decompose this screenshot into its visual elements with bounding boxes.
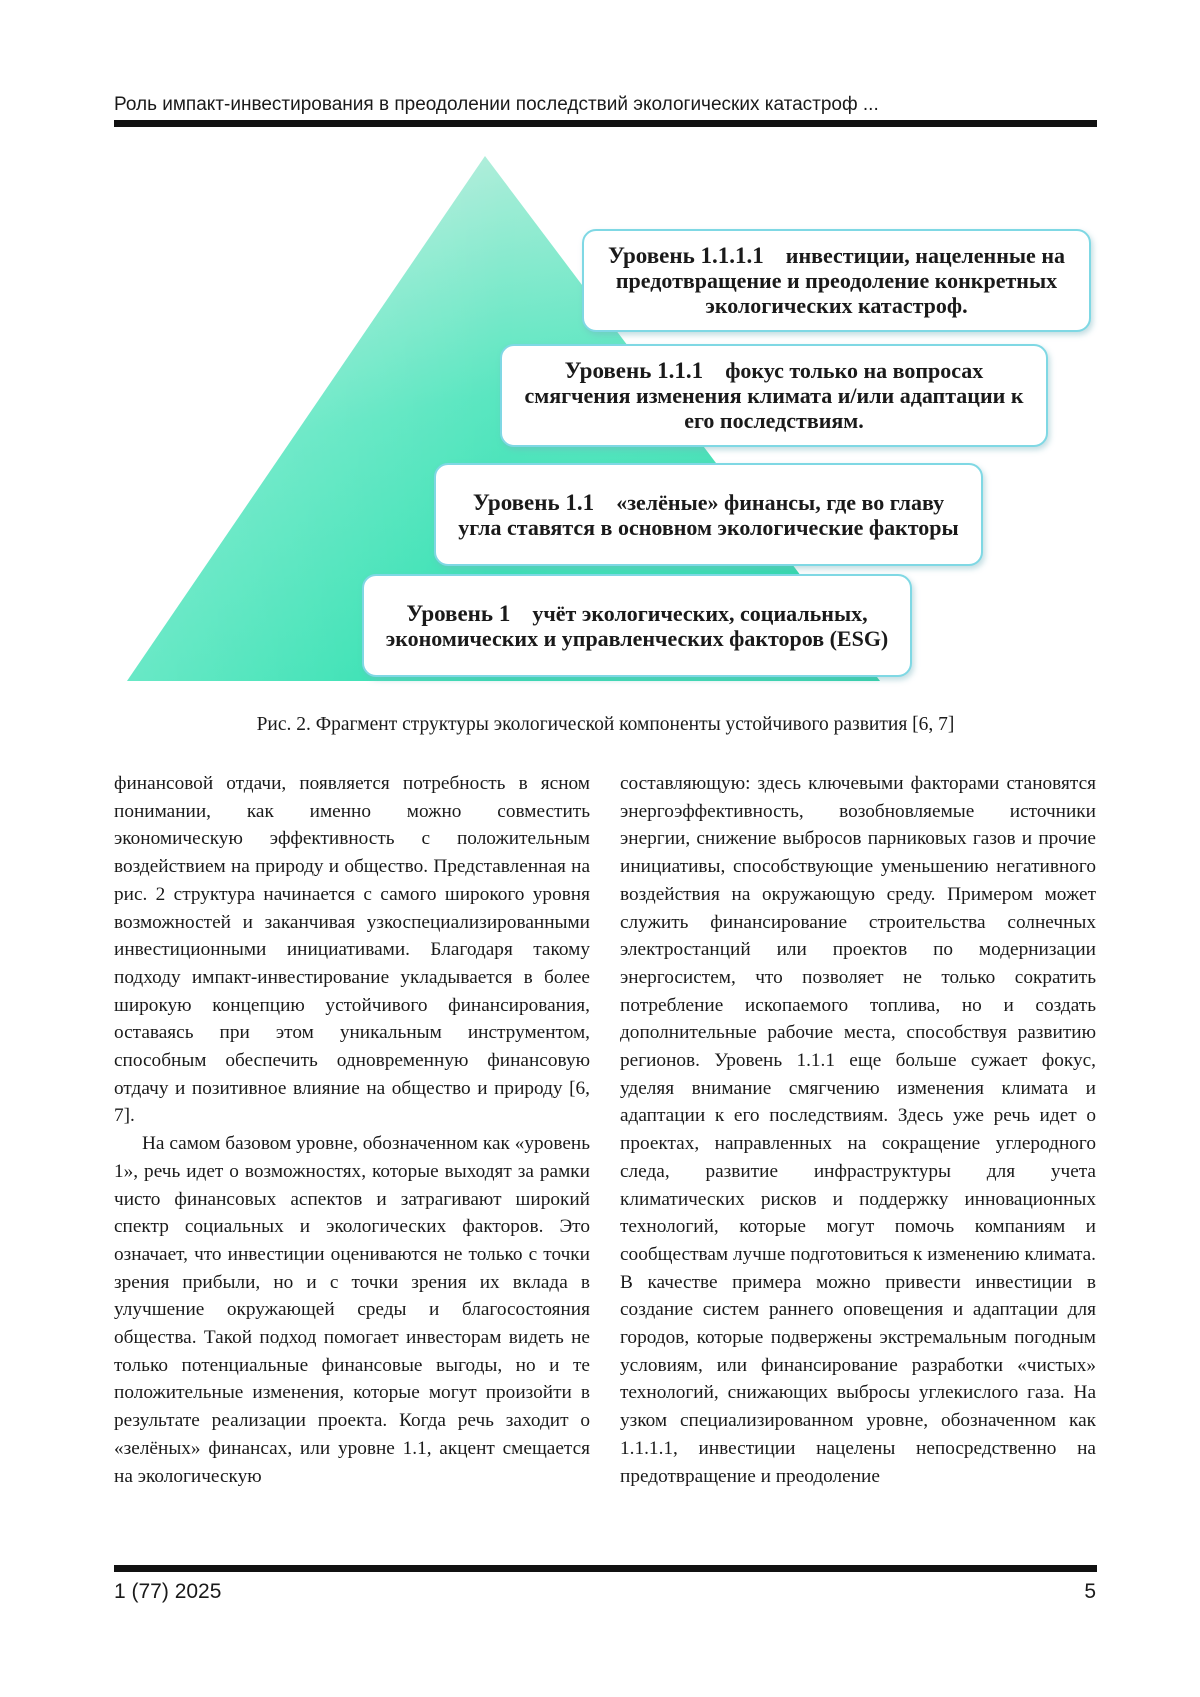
level-text: «зелёные» финансы, где во главу угла ставятся в основном экологические факторы — [458, 489, 959, 540]
figure-pyramid — [0, 140, 1200, 700]
level-text: фокус только на вопросах смягчения изменения климата и/или адаптации к его последствиям. — [524, 358, 1024, 433]
level-box-1 — [362, 574, 912, 677]
page-number: 5 — [1084, 1580, 1096, 1603]
level-label: Уровень 1.1.1.1 — [608, 243, 764, 268]
level-label: Уровень 1.1 — [472, 489, 595, 515]
level-box-1-1-1 — [500, 344, 1048, 447]
running-title: Роль импакт-инвестирования в преодолении последствий экологических катастроф ... — [114, 94, 879, 115]
level-box-1-1-1-1 — [582, 229, 1091, 332]
level-text: учёт экологических, социальных, экономических и управленческих факторов (ESG) — [385, 600, 889, 651]
level-box-1-1 — [434, 463, 983, 566]
level-text: инвестиции, нацеленные на предотвращение и преодоление конкретных экологических катастроф. — [615, 243, 1065, 318]
paragraph: На самом базовом уровне, обозначенном как «уровень 1», речь идет о возможностях, которые выходят за рамки чисто финансовых аспектов и затрагивают широкий спектр социальных и экологических факторов. Это означает, что инвестиции оцениваются не только с точки зрения прибыли, но и с точки зрения их вклада в улучшение окружающей среды и благосостояния общества. Такой подход помогает инвесторам видеть не только потенциальные финансовые выгоды, но и те положительные изменения, которые могут произойти в результате реализации проекта. Когда речь заходит о «зелёных» финансах, или уровне 1.1, акцент смещается на экологическую — [114, 1133, 590, 1487]
header-rule — [114, 120, 1097, 127]
paragraph: финансовой отдачи, появляется потребность в ясном понимании, как именно можно совместить экономическую эффективность с положительным воздействием на природу и общество. Представленная на рис. 2 структура начинается с самого широкого уровня возможностей и заканчивая узкоспециализированными инвестиционными инициативами. Благодаря такому подходу импакт-инвестирование укладывается в более широкую концепцию устойчивого финансирования, оставаясь при этом уникальным инструментом, способным обеспечить одновременную финансовую отдачу и позитивное влияние на общество и природу [6, 7]. — [114, 773, 590, 1127]
footer-rule — [114, 1565, 1097, 1572]
text-column-right — [620, 770, 1096, 1490]
issue-number: 1 (77) 2025 — [114, 1580, 222, 1603]
level-label: Уровень 1.1.1 — [564, 358, 704, 383]
text-column-left — [114, 770, 590, 1490]
paragraph: составляющую: здесь ключевыми факторами становятся энергоэффективность, возобновляемые источники энергии, снижение выбросов парниковых газов и прочие инициативы, способствующие уменьшению негативного воздействия на окружающую среду. Примером может служить финансирование строительства солнечных электростанций или проектов по модернизации энергосистем, что позволяет не только сократить потребление ископаемого топлива, но и создать дополнительные рабочие места, способствуя развитию регионов. Уровень 1.1.1 еще больше сужает фокус, уделяя внимание смягчению изменения климата и адаптации к его последствиям. Здесь уже речь идет о проектах, направленных на сокращение углеродного следа, развитие инфраструктуры для учета климатических рисков и поддержку инновационных технологий, которые могут помочь компаниям и сообществам лучше подготовиться к изменению климата. В качестве примера можно привести инвестиции в создание систем раннего оповещения и адаптации для городов, которые подвержены экстремальным погодным условиям, или финансирование разработки «чистых» технологий, снижающих выбросы углекислого газа. На узком специализированном уровне, обозначенном как 1.1.1.1, инвестиции нацелены непосредственно на предотвращение и преодоление — [620, 773, 1096, 1487]
figure-caption: Рис. 2. Фрагмент структуры экологической компоненты устойчивого развития [6, 7] — [256, 714, 955, 735]
level-label: Уровень 1 — [406, 600, 511, 626]
